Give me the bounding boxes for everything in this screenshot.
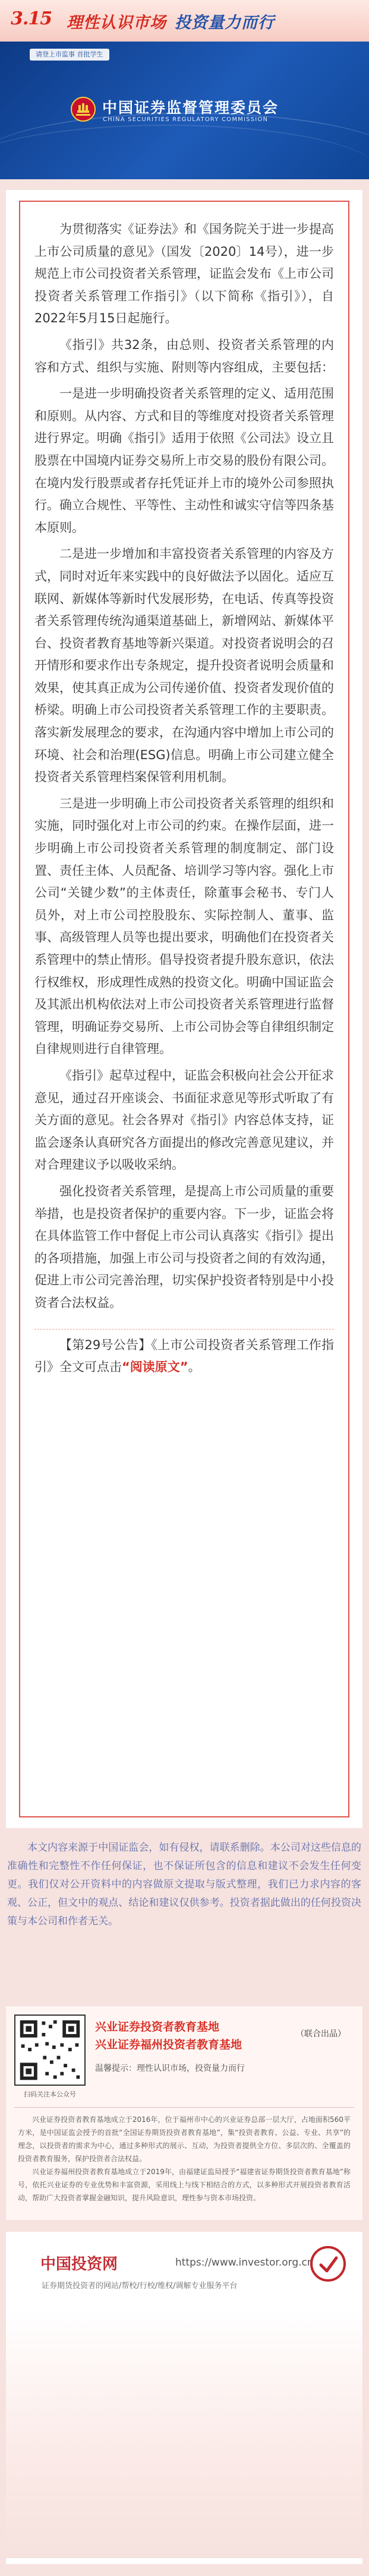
article-paragraph: 一是进一步明确投资者关系管理的定义、适用范围和原则。从内容、方式和目的等维度对投资者关系管理进行界定。明确《指引》适用于依照《公司法》设立且股票在中国境内证券交易所上市交易的股份有限公司。在境内发行股票或者存托凭证并上市的境外公司参照执行。确立合规性、平等性、主动性和诚实守信等四条基本原则。: [34, 386, 334, 535]
announcement-note: [34, 1329, 334, 1379]
csrc-name-cn: 中国证券监督管理委员会: [102, 99, 279, 116]
315-badge: 3.15: [11, 8, 52, 29]
base-title-2: 兴业证券福州投资者教育基地: [95, 2038, 242, 2051]
footer-decoration: [6, 2309, 362, 2558]
csrc-name-en: CHINA SECURITIES REGULATORY COMMISSION: [103, 116, 269, 123]
base-intro-2: 兴业证券福州投资者教育基地成立于2019年，由福建证监局授予“福建省证券期货投资者教育基地”称号，依托兴业证券的专业优势和丰富资源，采用线上与线下相结合的方式，以多种形式开展投资者教育活动，帮助广大投资者掌握金融知识，提升风险意识，理性参与资本市场投资。: [18, 2168, 351, 2202]
footer-tagline: 证券期货投资者的网站/帮校/行校/维权/调解专业服务平台: [42, 2282, 238, 2291]
article-paragraph: 《指引》共32条，由总则、投资者关系管理的内容和方式、组织与实施、附则等内容组成，主要包括：: [34, 337, 334, 375]
article-body: [34, 218, 334, 1383]
article-paragraph: 为贯彻落实《证券法》和《国务院关于进一步提高上市公司质量的意见》（国发〔2020〕14号），进一步规范上市公司投资者关系管理，证监会发布《上市公司投资者关系管理工作指引》（以下简称《指引》），自2022年5月15日起施行。: [34, 222, 334, 326]
announcement-text: 【第29号公告】《上市公司投资者关系管理工作指引》全文可点击: [34, 1337, 334, 1375]
read-original-link[interactable]: “阅读原文”: [122, 1360, 188, 1375]
slogan-part-b: 投资量力而行: [175, 14, 275, 32]
article-card: [6, 190, 362, 1828]
section-divider: [14, 2107, 354, 2108]
top-banner: [0, 0, 369, 42]
disclaimer-text: 本文内容来源于中国证监会，如有侵权，请联系删除。本公司对这些信息的准确性和完整性不作任何保证，也不保证所包含的信息和建议不会发生任何变更。我们仅对公开资料中的内容做原文提取与版式整理，我们已力求内容的客观、公正，但文中的观点、结论和建议仅供参考。投资者据此做出的任何投资决策与本公司和作者无关。: [7, 1842, 361, 1927]
header-notice-tag: 请登上市监事 首批学生: [30, 49, 109, 61]
footer-emblem-icon: [309, 2245, 347, 2283]
co-production-note: （联合出品）: [296, 2029, 346, 2039]
article-paragraph: 强化投资者关系管理，是提高上市公司质量的重要举措，也是投资者保护的重要内容。下一步，证监会将在具体监管工作中督促上市公司认真落实《指引》提出的各项措施，加强上市公司与投资者之间的有效沟通，促进上市公司完善治理，切实保护投资者特别是中小投资者合法权益。: [34, 1184, 334, 1310]
article-paragraph: 三是进一步明确上市公司投资者关系管理的组织和实施，同时强化对上市公司的约束。在操作层面，进一步明确上市公司投资者关系管理的制度制定、部门设置、责任主体、人员配备、培训学习等内容。强化上市公司“关键少数”的主体责任，除董事会秘书、专门人员外，对上市公司控股股东、实际控制人、董事、监事、高级管理人员等也提出要求，明确他们在投资者关系管理中的禁止情形。倡导投资者提升股东意识，依法行权维权，形成理性成熟的投资文化。明确中国证监会及其派出机构依法对上市公司投资者关系管理进行监督管理，明确证券交易所、上市公司协会等自律组织制定自律规则进行自律管理。: [34, 796, 334, 1057]
article-paragraph: 《指引》起草过程中，证监会积极向社会公开征求意见，通过召开座谈会、书面征求意见等形式听取了有关方面的意见。社会各界对《指引》内容总体支持，证监会逐条认真研究各方面提出的修改完善意见建议，并对合理建议予以吸收采纳。: [34, 1068, 334, 1172]
banner-slogan: [67, 9, 275, 33]
footer: [6, 2232, 362, 2564]
csrc-header-image: [0, 42, 369, 179]
warm-tip: 温馨提示：理性认识市场，投资量力而行: [95, 2064, 245, 2073]
qr-caption: 扫码关注本公众号: [24, 2090, 76, 2098]
base-intro-1: 兴业证券投资者教育基地成立于2016年，位于福州市中心的兴业证券总部一层大厅，占地面积560平方米，是中国证监会授予的首批“全国证券期货投资者教育基地”，集“投资者教育、公益、专业、共享”的理念，以投资者的需求为中心，通过多种形式的展示、互动，为投资者提供全方位、多层次的、全覆盖的投资者教育服务，保护投资者合法权益。: [18, 2115, 351, 2163]
qr-code-icon[interactable]: [14, 2015, 86, 2086]
csrc-emblem-icon: [70, 96, 96, 122]
investor-net-url[interactable]: https://www.investor.org.cn: [175, 2257, 314, 2269]
investor-education-section: [6, 2006, 362, 2220]
announcement-end: 。: [188, 1360, 201, 1375]
article-paragraph: 二是进一步增加和丰富投资者关系管理的内容及方式，同时对近年来实践中的良好做法予以固化。适应互联网、新媒体等新时代发展形势，在电话、传真等投资者关系管理传统沟通渠道基础上，新增网站、新媒体平台、投资者教育基地等新兴渠道。对投资者说明会的召开情形和要求作出专条规定，提升投资者说明会质量和效果，使其真正成为公司传递价值、投资者发现价值的桥梁。明确上市公司投资者关系管理工作的主要职责。落实新发展理念的要求，在沟通内容中增加上市公司的环境、社会和治理(ESG)信息。明确上市公司建立健全投资者关系管理档案保管利用机制。: [34, 547, 334, 785]
base-title-1: 兴业证券投资者教育基地: [95, 2020, 220, 2033]
investor-net-logo[interactable]: 中国投资网: [40, 2255, 118, 2273]
slogan-part-a: 理性认识市场: [67, 14, 166, 32]
